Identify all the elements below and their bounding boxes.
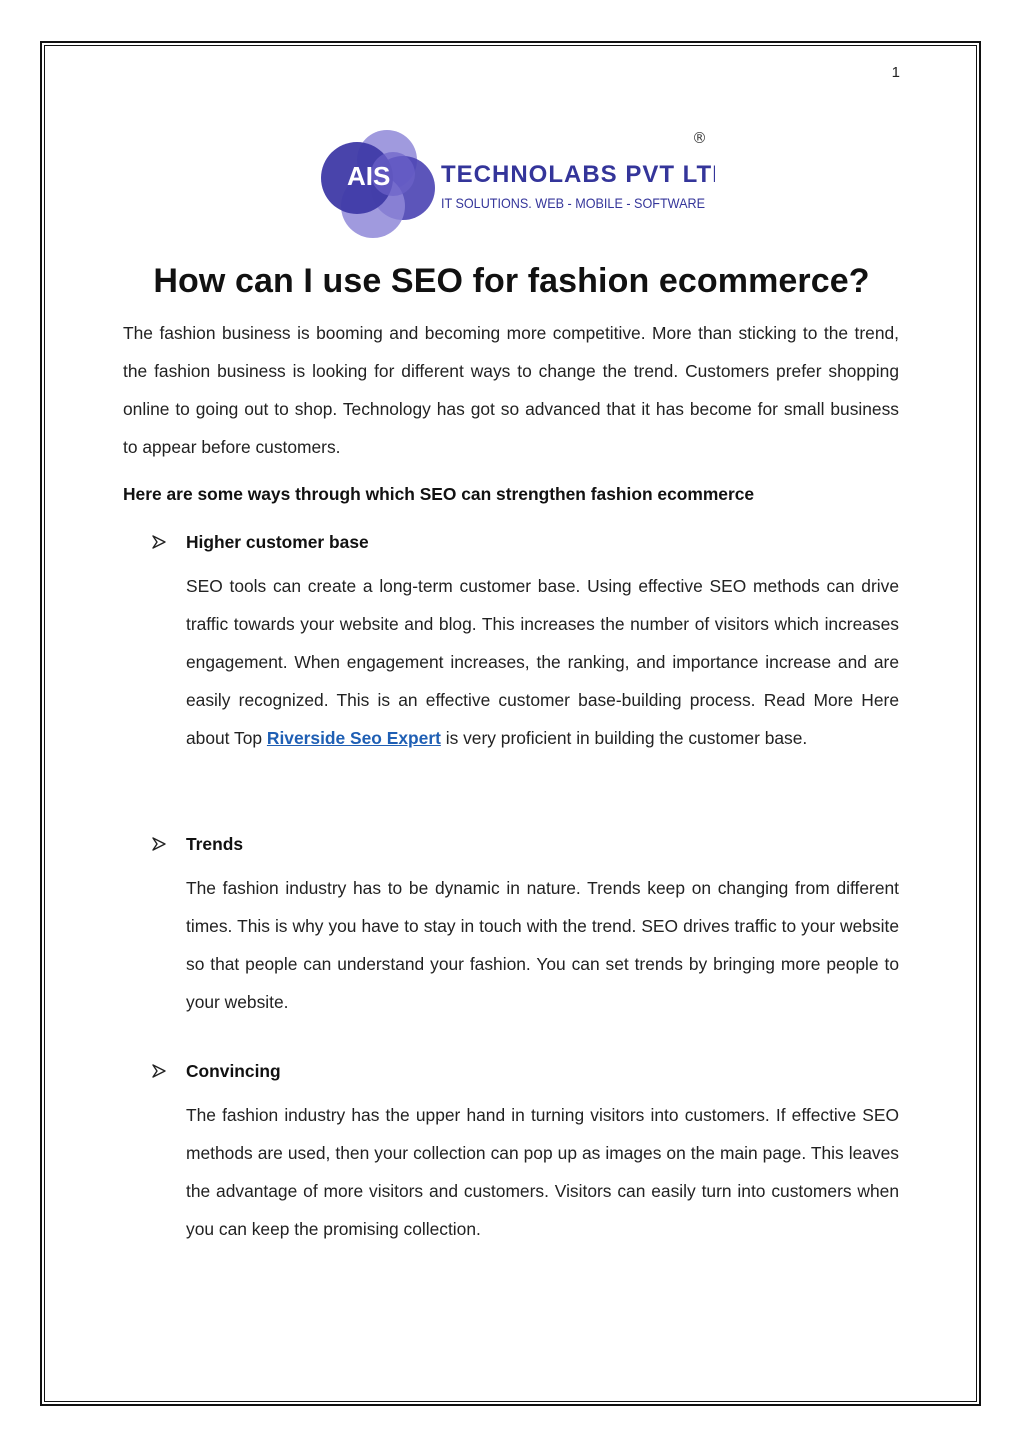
section-body-text-continued: is very proficient in building the customer base. <box>440 728 808 748</box>
section-body: The fashion industry has the upper hand in turning visitors into customers. If effective SEO methods are used, then your collection can pop up as images on the main page. This leaves the advantage of more visitors and customers. Visitors can easily turn into customers when you can keep the promising collection. <box>186 1105 899 1239</box>
section-convincing <box>150 1058 899 1248</box>
registered-trademark-icon: ® <box>692 129 707 147</box>
logo-mark <box>321 130 435 238</box>
arrow-bullet-icon <box>150 529 174 555</box>
section-body <box>186 567 899 757</box>
intro-paragraph: The fashion business is booming and becoming more competitive. More than sticking to the trend, the fashion business is looking for different ways to change the trend. Customers prefer shopping online to going out to shop. Technology has got so advanced that it has become for small business to appear before customers. <box>123 323 899 457</box>
section-trends <box>150 831 899 1021</box>
section-body: The fashion industry has to be dynamic in nature. Trends keep on changing from different times. This is why you have to stay in touch with the trend. SEO drives traffic to your website so that people can understand your fashion. You can set trends by bringing more people to your website. <box>186 878 899 1012</box>
logo-tagline: IT SOLUTIONS. WEB - MOBILE - SOFTWARE <box>441 195 705 211</box>
section-body-text: SEO tools can create a long-term customer base. Using effective SEO methods can drive traffic towards your website and blog. This increases the number of visitors which increases engagement. When engagement increases, the ranking, and importance increase and are easily recognized. This is an effective customer base-building process. Read More Here about Top <box>186 576 899 748</box>
section-title: Trends <box>186 834 244 854</box>
document-title: How can I use SEO for fashion ecommerce? <box>153 262 870 300</box>
section-higher-customer-base <box>150 529 899 757</box>
section-title: Higher customer base <box>186 532 369 552</box>
company-logo <box>315 126 715 242</box>
logo-company-name: TECHNOLABS PVT LTD <box>441 161 715 188</box>
arrow-bullet-icon <box>150 831 174 857</box>
section-subheading: Here are some ways through which SEO can strengthen fashion ecommerce <box>123 484 755 504</box>
logo-mark-text: AIS <box>347 161 391 191</box>
riverside-seo-expert-link[interactable]: Riverside Seo Expert <box>266 728 441 748</box>
page-number: 1 <box>891 64 900 81</box>
arrow-bullet-icon <box>150 1058 174 1084</box>
section-title: Convincing <box>186 1061 281 1081</box>
